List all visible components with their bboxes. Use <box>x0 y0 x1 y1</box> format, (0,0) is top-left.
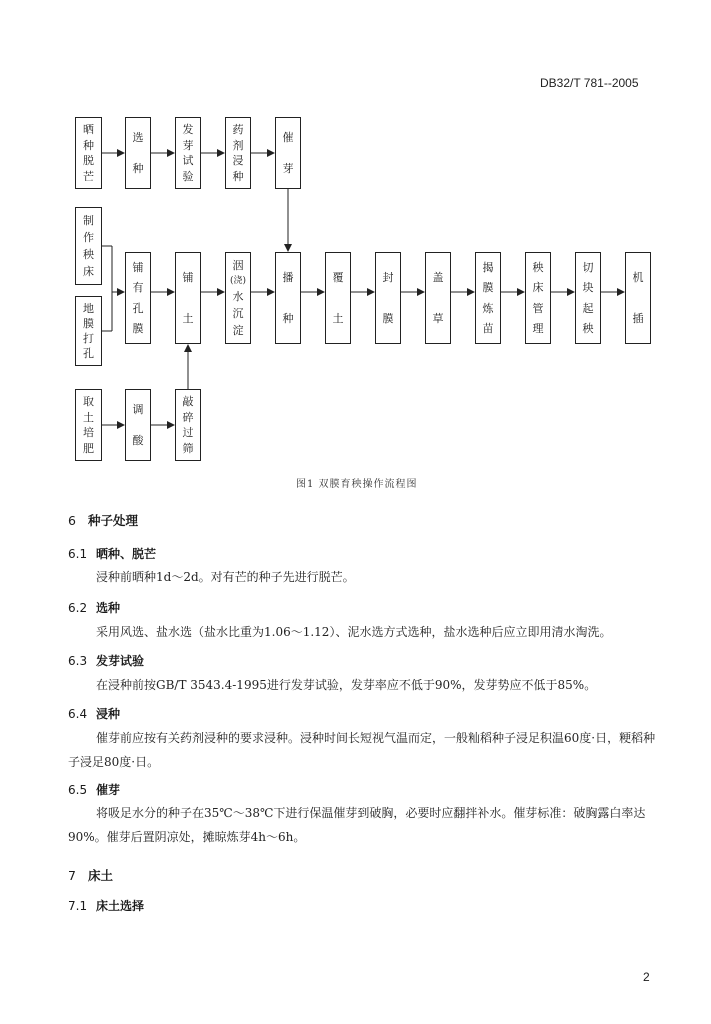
flow-box-char: 膜 <box>132 322 144 336</box>
section-title: 催芽 <box>96 783 121 797</box>
flow-box-char: 孔 <box>132 301 144 315</box>
flowchart-connectors <box>0 0 711 500</box>
flow-box-lay-soil <box>175 252 201 344</box>
flow-box-char: 铺 <box>182 271 194 284</box>
section-title: 发芽试验 <box>96 654 145 668</box>
flow-box-char: 覆 <box>332 271 344 284</box>
section-7-heading <box>68 866 113 884</box>
flow-box-char: 取 <box>83 395 94 409</box>
flow-box-char: 封 <box>382 271 394 284</box>
flow-box-char: 酸 <box>132 434 144 447</box>
flow-box-char: 种 <box>282 312 294 325</box>
flow-box-char: 芽 <box>182 138 194 152</box>
flow-box-water-settle <box>225 252 251 344</box>
section-number: 6 <box>68 513 76 528</box>
flow-box-char: 起 <box>582 301 594 315</box>
figure-caption: 图1 双膜育秧操作流程图 <box>296 479 418 490</box>
flow-box-char: 炼 <box>482 301 494 315</box>
flow-box-char: 膜 <box>83 317 94 330</box>
section-6-4-heading <box>68 705 120 722</box>
flow-box-char: 膜 <box>482 281 494 295</box>
section-title: 种子处理 <box>88 513 139 528</box>
section-title: 选种 <box>96 601 121 615</box>
section-6-5-text: 将吸足水分的种子在35℃～38℃下进行保温催芽到破胸，必要时应翻拌补水。催芽标准：破胸露白率达90%。催芽后置阴凉处，摊晾炼芽4h～6h。 <box>68 806 646 844</box>
section-6-2-heading <box>68 599 120 616</box>
flow-box-char: 芽 <box>282 162 294 175</box>
flow-box-seed-selection <box>125 117 151 189</box>
section-6-3-heading <box>68 652 144 669</box>
section-number: 6.2 <box>68 601 88 615</box>
flow-box-lay-perforated-film <box>125 252 151 344</box>
section-number: 6.4 <box>68 707 88 721</box>
flow-box-film-perforation <box>75 296 102 366</box>
flow-box-char: 药 <box>232 123 244 137</box>
flow-box-germination-test <box>175 117 201 189</box>
flow-box-char: 揭 <box>482 260 494 274</box>
section-number: 6.5 <box>68 783 88 797</box>
flow-box-seedbed-management <box>525 252 551 344</box>
section-6-3-text: 在浸种前按GB/T 3543.4-1995进行发芽试验，发芽率应不低于90%，发芽势应不低于85%。 <box>96 678 597 692</box>
flow-box-char: 种 <box>83 138 94 152</box>
flow-box-char: 床 <box>83 265 94 278</box>
flow-box-char: 种 <box>232 169 244 183</box>
section-title: 晒种、脱芒 <box>96 547 157 561</box>
flow-box-char: 沉 <box>232 307 244 321</box>
flow-box-chemical-soaking <box>225 117 251 189</box>
flow-box-char: 筛 <box>182 441 194 455</box>
flow-box-char: 土 <box>182 312 194 325</box>
flow-box-cover-straw <box>425 252 451 344</box>
section-title: 床土选择 <box>96 899 145 913</box>
flow-box-char: 块 <box>582 281 594 295</box>
flow-box-machine-transplant <box>625 252 651 344</box>
flow-box-char: 地 <box>83 302 94 315</box>
flow-box-char: 试 <box>182 154 194 168</box>
section-number: 6.1 <box>68 547 88 561</box>
flow-box-cut-lift-seedlings <box>575 252 601 344</box>
flow-box-char: 剂 <box>232 138 244 152</box>
section-6-4-text: 催芽前应按有关药剂浸种的要求浸种。浸种时间长短视气温而定，一般籼稻种子浸足积温60度·日，粳稻种子浸足80度·日。 <box>68 731 656 769</box>
flow-box-char: 切 <box>582 260 594 274</box>
flow-box-char: 秧 <box>582 322 594 336</box>
section-number: 7 <box>68 868 76 883</box>
flow-box-char: 肥 <box>83 441 94 455</box>
flow-box-char: 过 <box>182 426 194 440</box>
flow-box-char: 管 <box>532 301 544 315</box>
flow-box-char: 种 <box>132 162 144 175</box>
flow-box-crush-sieve <box>175 389 201 461</box>
flow-box-char: 插 <box>632 312 644 325</box>
flow-box-char: 淀 <box>232 324 244 338</box>
flowchart <box>0 0 711 500</box>
flow-box-char: 床 <box>532 281 544 295</box>
flow-box-char: 洇 <box>232 258 244 272</box>
flow-box-make-seedbed <box>75 207 102 285</box>
flow-box-char: 理 <box>532 322 544 336</box>
flow-box-sun-dry-deawn <box>75 117 102 189</box>
section-6-1-heading <box>68 545 156 562</box>
flow-box-char: 碎 <box>182 410 194 424</box>
flow-box-char: 浸 <box>232 154 244 168</box>
flow-box-char: 苗 <box>482 322 494 336</box>
section-6-5-heading <box>68 781 120 798</box>
flow-box-char: 孔 <box>83 347 94 360</box>
flow-box-adjust-acidity <box>125 389 151 461</box>
flow-box-take-soil-fertilize <box>75 389 102 461</box>
flow-box-char: (浇) <box>229 275 247 286</box>
flow-box-char: 机 <box>632 271 644 284</box>
section-number: 7.1 <box>68 899 88 913</box>
flow-box-char: 播 <box>282 271 294 284</box>
flow-box-char: 发 <box>182 123 194 137</box>
flow-box-char: 打 <box>83 332 94 345</box>
flow-box-uncover-harden <box>475 252 501 344</box>
page-number: 2 <box>643 970 650 984</box>
flow-box-char: 土 <box>83 410 94 424</box>
flow-box-char: 脱 <box>83 154 94 168</box>
flow-box-seal-film <box>375 252 401 344</box>
flow-box-char: 调 <box>132 403 144 416</box>
flow-box-char: 秧 <box>532 260 544 274</box>
flow-box-char: 膜 <box>382 312 394 325</box>
flow-box-char: 土 <box>332 312 344 325</box>
section-6-1-text: 浸种前晒种1d～2d。对有芒的种子先进行脱芒。 <box>96 570 355 584</box>
flow-box-char: 水 <box>232 290 244 304</box>
flow-box-accelerate-germination <box>275 117 301 189</box>
section-title: 床土 <box>88 868 114 883</box>
flow-box-sowing <box>275 252 301 344</box>
flow-box-char: 制 <box>83 214 94 227</box>
section-7-1-heading <box>68 897 144 914</box>
flow-box-char: 选 <box>132 131 144 144</box>
section-title: 浸种 <box>96 707 121 721</box>
flow-box-char: 敲 <box>182 395 194 409</box>
flow-box-char: 芒 <box>83 169 94 183</box>
flow-box-char: 催 <box>282 131 294 144</box>
flow-box-char: 盖 <box>432 271 444 284</box>
flow-box-char: 铺 <box>132 260 144 274</box>
flow-box-char: 有 <box>132 281 144 295</box>
page-header: DB32/T 781--2005 <box>540 76 639 90</box>
flow-box-char: 秧 <box>83 248 94 261</box>
flow-box-char: 验 <box>182 169 194 183</box>
flow-box-char: 草 <box>432 312 444 325</box>
flow-box-char: 晒 <box>83 123 94 137</box>
section-6-heading <box>68 511 138 529</box>
flow-box-cover-soil <box>325 252 351 344</box>
section-6-2-text: 采用风选、盐水选（盐水比重为1.06～1.12）、泥水选方式选种，盐水选种后应立即用清水淘洗。 <box>96 625 612 639</box>
flow-box-char: 作 <box>83 231 94 244</box>
section-number: 6.3 <box>68 654 88 668</box>
flow-box-char: 培 <box>83 426 94 440</box>
